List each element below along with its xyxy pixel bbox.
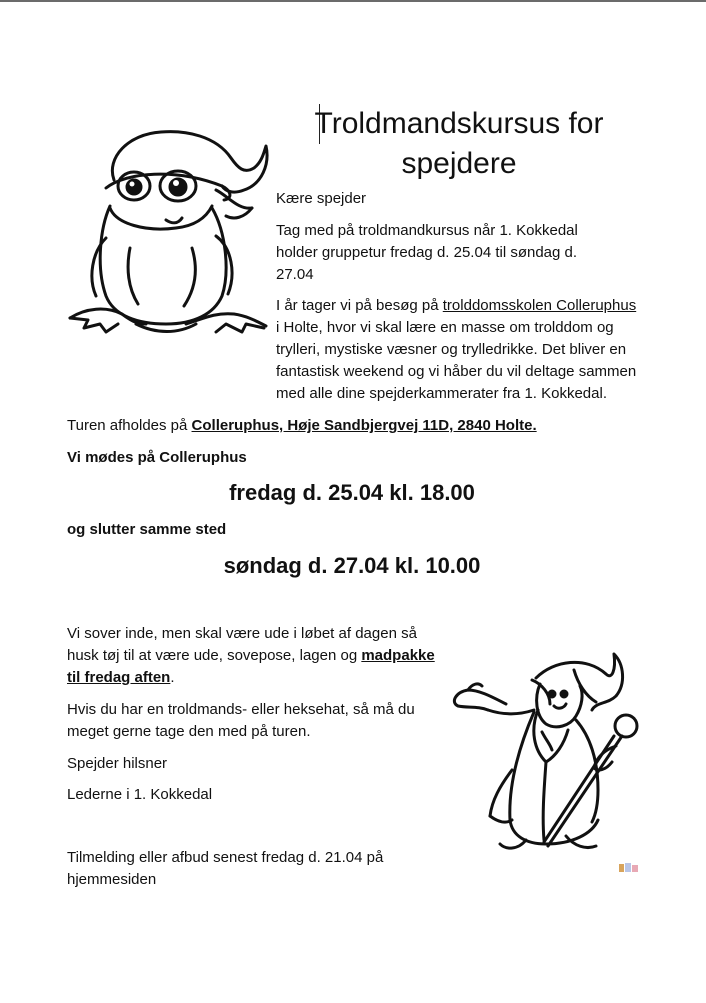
packing-paragraph bbox=[67, 623, 439, 689]
intro-paragraph: Tag med på troldmandkursus når 1. Kokkedal holder gruppetur fredag d. 25.04 til søndag d. 27.04 bbox=[276, 222, 578, 283]
signature-text: Lederne i 1. Kokkedal bbox=[67, 786, 213, 803]
wizard-icon bbox=[446, 650, 642, 852]
end-time: søndag d. 27.04 kl. 10.00 bbox=[223, 553, 481, 578]
packing-text: Vi sover inde, men skal være ude i løbet af dagen så husk tøj til at være ude, sovepose, lagen og bbox=[67, 625, 417, 664]
hat-paragraph: Hvis du har en troldmands- eller heksehat, så må du meget gerne tage den med på turen. bbox=[67, 701, 415, 740]
greeting-text: Kære spejder bbox=[276, 190, 367, 207]
packing-end: . bbox=[170, 669, 175, 686]
signup-paragraph: Tilmelding eller afbud senest fredag d. 21.04 på hjemmesiden bbox=[67, 849, 384, 888]
visit-text-before: I år tager vi på besøg på bbox=[276, 297, 443, 314]
packing-highlight: madpakke til fredag aften bbox=[67, 647, 435, 686]
visit-text-after: i Holte, hvor vi skal lære en masse om trolddom og trylleri, mystiske væsner og trylledrikke. Det bliver en fantastisk weekend og vi håber du vil deltage sammen med alle dine spejderkammerater fra 1. Kokkedal. bbox=[276, 319, 637, 402]
location-paragraph bbox=[67, 415, 647, 437]
page-title: Troldmandskursus for spejdere bbox=[314, 107, 604, 180]
meet-label: Vi mødes på Colleruphus bbox=[67, 449, 247, 466]
address-text: Colleruphus, Høje Sandbjergvej 11D, 2840 Holte. bbox=[191, 417, 537, 434]
school-link[interactable]: trolddomsskolen Colleruphus bbox=[442, 297, 637, 314]
start-time: fredag d. 25.04 kl. 18.00 bbox=[229, 480, 475, 505]
location-text: Turen afholdes på bbox=[67, 417, 192, 434]
closing-text: Spejder hilsner bbox=[67, 755, 168, 772]
badge-icon bbox=[618, 862, 640, 874]
end-label: og slutter samme sted bbox=[67, 521, 227, 538]
